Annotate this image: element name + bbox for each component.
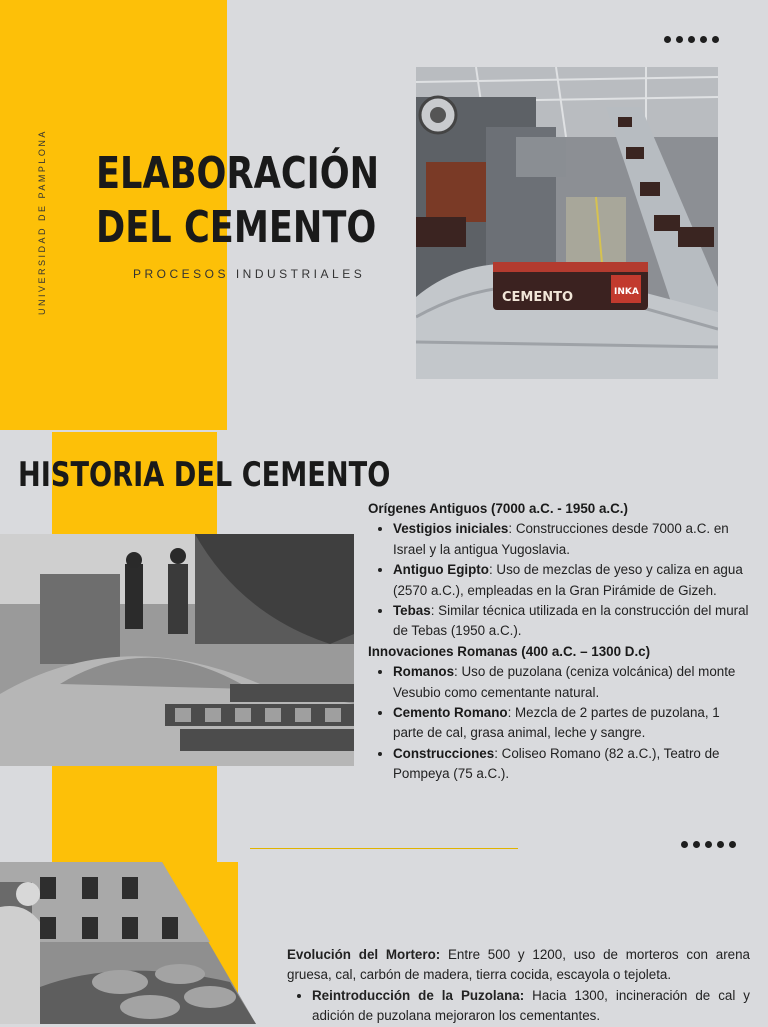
list-item xyxy=(312,986,750,1027)
section2-list xyxy=(368,662,753,784)
mortar-text: Entre 500 y 1200, uso de morteros con arena gruesa, cal, carbón de madera, tierra cocida, escayola o tejoleta. xyxy=(287,947,751,983)
item-term: Construcciones xyxy=(393,745,495,761)
list-item xyxy=(393,601,753,642)
list-item xyxy=(393,703,753,744)
bag-brand: INKA xyxy=(614,287,639,297)
mortar-list xyxy=(287,986,750,1027)
item-term: Romanos xyxy=(393,664,455,680)
bag-label: CEMENTO xyxy=(502,290,574,305)
section2-heading: Innovaciones Romanas (400 a.C. – 1300 D.c) xyxy=(368,643,651,659)
university-label: UNIVERSIDAD DE PAMPLONA xyxy=(37,129,47,315)
subtitle: PROCESOS INDUSTRIALES xyxy=(133,267,366,281)
list-item xyxy=(393,560,753,601)
item-text: : Construcciones desde 7000 a.C. en Israel y la antigua Yugoslavia. xyxy=(393,521,729,557)
item-text: : Similar técnica utilizada en la construcción del mural de Tebas (1950 a.C.). xyxy=(393,603,749,639)
dots-decoration-middle xyxy=(681,841,736,848)
page-title xyxy=(96,150,450,252)
list-item xyxy=(393,744,753,785)
section1-list xyxy=(368,519,753,641)
item-text: Hacia 1300, incineración de cal y adición de puzolana mejoraron los cementantes. xyxy=(312,987,750,1024)
item-text: : Coliseo Romano (82 a.C.), Teatro de Pompeya (75 a.C.). xyxy=(393,745,720,782)
item-term: Reintroducción de la Puzolana: xyxy=(312,987,525,1003)
history-content xyxy=(368,499,753,785)
workers-photo xyxy=(0,534,354,766)
construction-photo xyxy=(0,862,256,1024)
divider-line xyxy=(250,848,518,849)
mortar-term: Evolución del Mortero: xyxy=(287,947,441,962)
mortar-paragraph xyxy=(287,945,750,986)
history-title: HISTORIA DEL CEMENTO xyxy=(18,455,391,495)
section1-heading: Orígenes Antiguos (7000 a.C. - 1950 a.C.) xyxy=(368,501,628,516)
item-text: : Uso de puzolana (ceniza volcánica) del monte Vesubio como cementante natural. xyxy=(393,664,736,700)
item-text: : Uso de mezclas de yeso y caliza en agua (2570 a.C.), empleadas en la Gran Pirámide de Gizeh. xyxy=(393,562,743,598)
item-text: : Mezcla de 2 partes de puzolana, 1 parte de cal, grasa animal, leche y sangre. xyxy=(393,705,720,741)
mortar-content xyxy=(287,945,750,1027)
factory-photo xyxy=(416,67,718,379)
item-term: Antiguo Egipto xyxy=(393,562,489,578)
item-term: Vestigios iniciales xyxy=(393,521,509,537)
item-term: Cemento Romano xyxy=(393,705,508,721)
title-line-2: DEL CEMENTO xyxy=(96,202,377,253)
item-term: Tebas xyxy=(393,603,431,619)
title-line-1: ELABORACIÓN xyxy=(96,148,380,199)
list-item xyxy=(393,662,753,703)
list-item xyxy=(393,519,753,560)
dots-decoration-top xyxy=(664,36,719,43)
